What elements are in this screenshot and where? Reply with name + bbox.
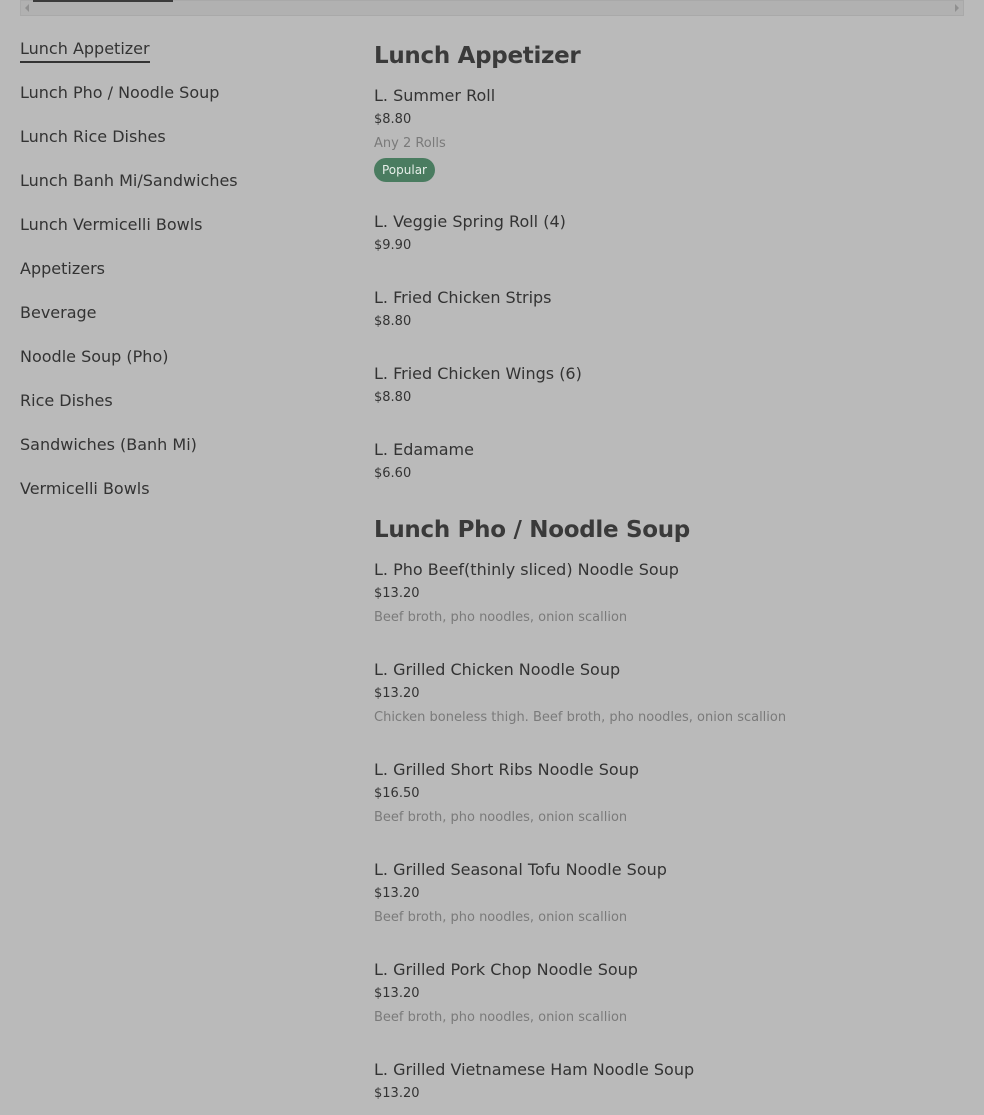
section-title: Lunch Pho / Noodle Soup <box>374 517 690 543</box>
menu-item-description: Beef broth, pho noodles, onion scallion <box>374 610 628 625</box>
menu-item[interactable] <box>374 558 964 630</box>
sidebar-item-lunch-banh-mi-sandwiches[interactable] <box>20 170 320 214</box>
menu-item-price: $16.50 <box>374 786 420 801</box>
menu-item[interactable] <box>374 286 964 334</box>
sidebar-item-label: Lunch Appetizer <box>20 38 150 63</box>
sidebar-item-lunch-rice-dishes[interactable] <box>20 126 320 170</box>
menu-item[interactable] <box>374 362 964 410</box>
section-title: Lunch Appetizer <box>374 43 581 69</box>
menu-item[interactable] <box>374 210 964 258</box>
sidebar-item-appetizers[interactable] <box>20 258 320 302</box>
menu-item-name: L. Fried Chicken Wings (6) <box>374 364 582 383</box>
menu-section <box>374 40 964 486</box>
menu-item-name: L. Grilled Pork Chop Noodle Soup <box>374 960 638 979</box>
menu-item-name: L. Grilled Short Ribs Noodle Soup <box>374 760 639 779</box>
menu-item[interactable] <box>374 658 964 730</box>
sidebar-item-label: Lunch Vermicelli Bowls <box>20 215 203 234</box>
menu-item-description: Beef broth, pho noodles, onion scallion <box>374 910 628 925</box>
sidebar-item-lunch-pho-noodle-soup[interactable] <box>20 82 320 126</box>
scroll-left-arrow-icon[interactable] <box>25 4 29 12</box>
sidebar-item-label: Sandwiches (Banh Mi) <box>20 435 197 454</box>
menu-item[interactable] <box>374 858 964 930</box>
sidebar-item-label: Vermicelli Bowls <box>20 479 150 498</box>
menu-item[interactable] <box>374 84 964 182</box>
menu-item-name: L. Veggie Spring Roll (4) <box>374 212 566 231</box>
menu-item-price: $8.80 <box>374 390 412 405</box>
menu-item-price: $13.20 <box>374 686 420 701</box>
menu-item-price: $6.60 <box>374 466 412 481</box>
menu-content <box>374 40 964 1115</box>
sidebar-item-vermicelli-bowls[interactable] <box>20 478 320 522</box>
scroll-right-arrow-icon[interactable] <box>955 4 959 12</box>
menu-item-price: $9.90 <box>374 238 412 253</box>
menu-item-price: $13.20 <box>374 1086 420 1101</box>
menu-item-price: $13.20 <box>374 586 420 601</box>
menu-item-description: Any 2 Rolls <box>374 136 446 151</box>
menu-item[interactable] <box>374 1058 964 1106</box>
menu-section <box>374 514 964 1106</box>
menu-item-name: L. Grilled Vietnamese Ham Noodle Soup <box>374 1060 695 1079</box>
horizontal-scrollbar[interactable] <box>20 0 964 16</box>
popular-badge: Popular <box>374 158 435 182</box>
sidebar-item-lunch-vermicelli-bowls[interactable] <box>20 214 320 258</box>
menu-item-price: $8.80 <box>374 112 412 127</box>
sidebar-item-beverage[interactable] <box>20 302 320 346</box>
menu-item-name: L. Edamame <box>374 440 474 459</box>
menu-item[interactable] <box>374 438 964 486</box>
menu-item[interactable] <box>374 758 964 830</box>
sidebar-item-rice-dishes[interactable] <box>20 390 320 434</box>
menu-item-description: Chicken boneless thigh. Beef broth, pho noodles, onion scallion <box>374 710 787 725</box>
menu-item-description: Beef broth, pho noodles, onion scallion <box>374 1010 628 1025</box>
menu-item-name: L. Summer Roll <box>374 86 496 105</box>
scrollbar-thumb[interactable] <box>33 0 173 2</box>
sidebar-item-label: Beverage <box>20 303 97 322</box>
sidebar-item-lunch-appetizer[interactable] <box>20 38 320 82</box>
menu-item-price: $8.80 <box>374 314 412 329</box>
menu-item-name: L. Grilled Chicken Noodle Soup <box>374 660 621 679</box>
menu-item-price: $13.20 <box>374 886 420 901</box>
sidebar-item-label: Noodle Soup (Pho) <box>20 347 169 366</box>
category-sidebar <box>20 38 320 522</box>
menu-item-name: L. Pho Beef(thinly sliced) Noodle Soup <box>374 560 679 579</box>
sidebar-item-label: Lunch Rice Dishes <box>20 127 166 146</box>
sidebar-item-sandwiches-banh-mi[interactable] <box>20 434 320 478</box>
sidebar-item-label: Rice Dishes <box>20 391 113 410</box>
menu-item[interactable] <box>374 958 964 1030</box>
menu-item-name: L. Grilled Seasonal Tofu Noodle Soup <box>374 860 667 879</box>
sidebar-item-noodle-soup-pho[interactable] <box>20 346 320 390</box>
menu-item-name: L. Fried Chicken Strips <box>374 288 552 307</box>
sidebar-item-label: Lunch Banh Mi/Sandwiches <box>20 171 238 190</box>
sidebar-item-label: Appetizers <box>20 259 105 278</box>
sidebar-item-label: Lunch Pho / Noodle Soup <box>20 83 220 102</box>
menu-item-description: Beef broth, pho noodles, onion scallion <box>374 810 628 825</box>
menu-item-price: $13.20 <box>374 986 420 1001</box>
